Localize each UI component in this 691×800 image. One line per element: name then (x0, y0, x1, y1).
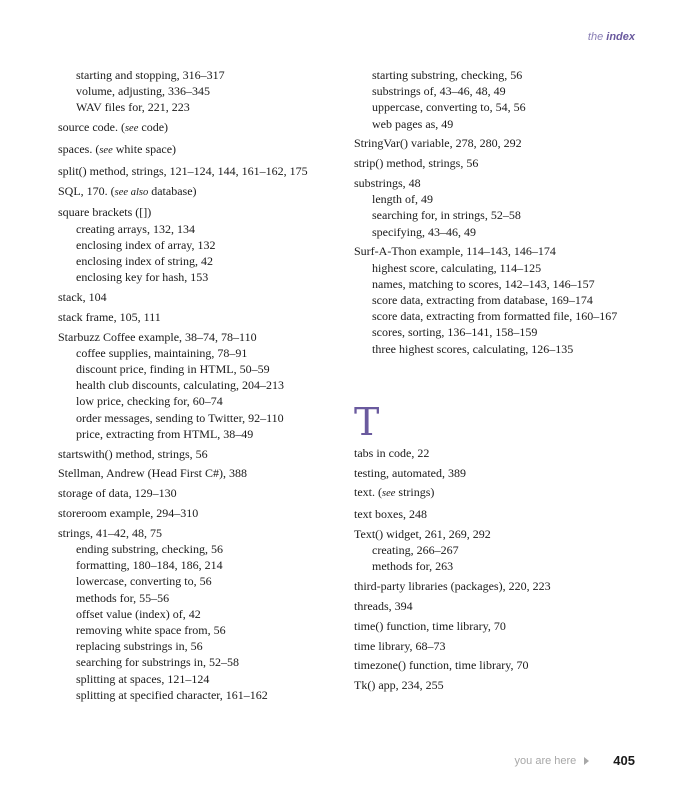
index-subentry: order messages, sending to Twitter, 92–110 (76, 410, 284, 425)
index-term: strip() method, strings, 56 (354, 156, 479, 171)
index-term: Tk() app, 234, 255 (354, 678, 444, 693)
index-subentry: WAV files for, 221, 223 (76, 100, 190, 115)
index-entry-testing (354, 465, 644, 481)
index-subentry: substrings of, 43–46, 48, 49 (372, 84, 506, 99)
index-subentry: lowercase, converting to, 56 (76, 574, 212, 589)
see-target: white space) (112, 142, 177, 156)
index-entry-strip (354, 155, 644, 171)
index-subentry: three highest scores, calculating, 126–135 (372, 341, 574, 356)
index-entry-stack-frame (58, 309, 348, 325)
index-entry-tk (354, 677, 644, 693)
index-entry-substrings (354, 175, 644, 240)
index-subentry: volume, adjusting, 336–345 (76, 84, 210, 99)
index-subentry: creating arrays, 132, 134 (76, 221, 195, 236)
index-entry-continued (58, 67, 348, 116)
index-subentry: web pages as, 49 (372, 116, 454, 131)
index-term: Surf-A-Thon example, 114–143, 146–174 (354, 244, 556, 259)
index-entry-continued (354, 67, 644, 132)
index-term: StringVar() variable, 278, 280, 292 (354, 136, 522, 151)
index-entry-text-boxes (354, 506, 644, 522)
index-entry-time-function (354, 618, 644, 634)
index-subentry: ending substring, checking, 56 (76, 542, 223, 556)
index-term (58, 183, 348, 201)
index-subentry: names, matching to scores, 142–143, 146–157 (372, 276, 595, 291)
index-entry-starbuzz (58, 329, 348, 442)
triangle-arrow-icon (584, 757, 589, 765)
index-column-left (58, 67, 348, 703)
see-reference: see (382, 488, 396, 500)
index-subentry: offset value (index) of, 42 (76, 606, 201, 621)
index-subentry: removing white space from, 56 (76, 623, 226, 638)
see-reference: see (99, 145, 113, 156)
index-subentry: health club discounts, calculating, 204–213 (76, 378, 284, 393)
index-column-right (354, 67, 644, 693)
index-term (354, 484, 644, 502)
index-subentry: length of, 49 (372, 192, 433, 207)
index-term: testing, automated, 389 (354, 465, 466, 480)
index-subentry: methods for, 55–56 (76, 590, 170, 605)
index-entry-square-brackets (58, 204, 348, 285)
section-letter: T (354, 399, 380, 444)
page-number: 405 (613, 753, 635, 768)
index-subentry: uppercase, converting to, 54, 56 (372, 100, 526, 115)
index-term: Stellman, Andrew (Head First C#), 388 (58, 466, 247, 481)
index-term: time() function, time library, 70 (354, 618, 506, 633)
index-entry-third-party (354, 578, 644, 594)
index-entry-timezone (354, 657, 644, 673)
index-subentry: formatting, 180–184, 186, 214 (76, 558, 223, 573)
see-target: database) (148, 183, 197, 198)
index-term: storeroom example, 294–310 (58, 506, 199, 520)
you-are-here-label: you are here (514, 754, 577, 767)
index-term (58, 141, 348, 159)
index-subentry: creating, 266–267 (372, 543, 459, 558)
index-term (58, 119, 348, 137)
index-term: storage of data, 129–130 (58, 486, 177, 501)
see-reference: see (124, 123, 139, 135)
index-term: stack, 104 (58, 290, 107, 304)
index-subentry: replacing substrings in, 56 (76, 639, 203, 654)
index-subentry: highest score, calculating, 114–125 (372, 260, 542, 275)
index-entry-stringvar (354, 135, 644, 151)
index-subentry: splitting at spaces, 121–124 (76, 671, 210, 686)
index-entry-strings (58, 525, 348, 703)
term-text: SQL, 170. ( (58, 183, 115, 198)
index-subentry: starting and stopping, 316–317 (76, 68, 225, 82)
index-subentry: enclosing index of string, 42 (76, 254, 213, 268)
index-term: startswith() method, strings, 56 (58, 446, 208, 461)
index-entry-tabs (354, 445, 644, 461)
index-entry-startswith (58, 446, 348, 462)
running-head-prefix: the (587, 31, 604, 43)
index-subentry: specifying, 43–46, 49 (372, 224, 476, 239)
index-subentry: scores, sorting, 136–141, 158–159 (372, 325, 538, 340)
index-term: split() method, strings, 121–124, 144, 161–162, 175 (58, 163, 308, 178)
index-entry-source-code (58, 119, 348, 137)
running-head (588, 31, 635, 43)
term-text: spaces. ( (58, 142, 100, 156)
index-subentry: low price, checking for, 60–74 (76, 394, 223, 409)
index-term: substrings, 48 (354, 176, 421, 190)
index-term: strings, 41–42, 48, 75 (58, 525, 163, 540)
index-subentry: searching for, in strings, 52–58 (372, 208, 521, 223)
index-entry-stack (58, 289, 348, 305)
index-entry-time-library (354, 638, 644, 654)
see-target: code) (138, 120, 169, 135)
index-entry-spaces (58, 141, 348, 159)
index-term: square brackets ([]) (58, 205, 152, 220)
index-entry-sql (58, 183, 348, 201)
index-subentry: starting substring, checking, 56 (372, 68, 523, 82)
index-subentry: coffee supplies, maintaining, 78–91 (76, 345, 248, 360)
index-term: Starbuzz Coffee example, 38–74, 78–110 (58, 329, 257, 344)
index-subentry: score data, extracting from database, 169–174 (372, 293, 593, 308)
term-text: text. ( (354, 485, 382, 500)
index-term: text boxes, 248 (354, 507, 427, 522)
index-subentry: score data, extracting from formatted file, 160–167 (372, 309, 618, 324)
index-term: threads, 394 (354, 599, 413, 614)
index-term: timezone() function, time library, 70 (354, 658, 529, 673)
index-term: stack frame, 105, 111 (58, 309, 161, 324)
index-entry-storeroom (58, 505, 348, 521)
index-subentry: splitting at specified character, 161–162 (76, 687, 268, 702)
see-target: strings) (395, 485, 435, 500)
index-entry-storage (58, 485, 348, 501)
index-entry-split (58, 163, 348, 179)
index-entry-threads (354, 598, 644, 614)
index-subentry: enclosing index of array, 132 (76, 237, 216, 252)
page-footer (515, 753, 635, 768)
index-entry-text-widget (354, 526, 644, 575)
index-subentry: enclosing key for hash, 153 (76, 270, 209, 285)
index-entry-text (354, 484, 644, 502)
index-subentry: price, extracting from HTML, 38–49 (76, 426, 254, 441)
index-term: third-party libraries (packages), 220, 223 (354, 579, 551, 594)
index-entry-stellman (58, 465, 348, 481)
index-term: tabs in code, 22 (354, 445, 430, 460)
running-head-title: index (606, 31, 635, 43)
index-subentry: discount price, finding in HTML, 50–59 (76, 362, 270, 376)
index-term: time library, 68–73 (354, 638, 446, 653)
index-entry-surf-a-thon (354, 243, 644, 356)
index-term: Text() widget, 261, 269, 292 (354, 527, 491, 542)
term-text: source code. ( (58, 120, 125, 135)
index-subentry: methods for, 263 (372, 559, 454, 574)
see-reference: see also (114, 186, 149, 198)
index-subentry: searching for substrings in, 52–58 (76, 655, 239, 670)
